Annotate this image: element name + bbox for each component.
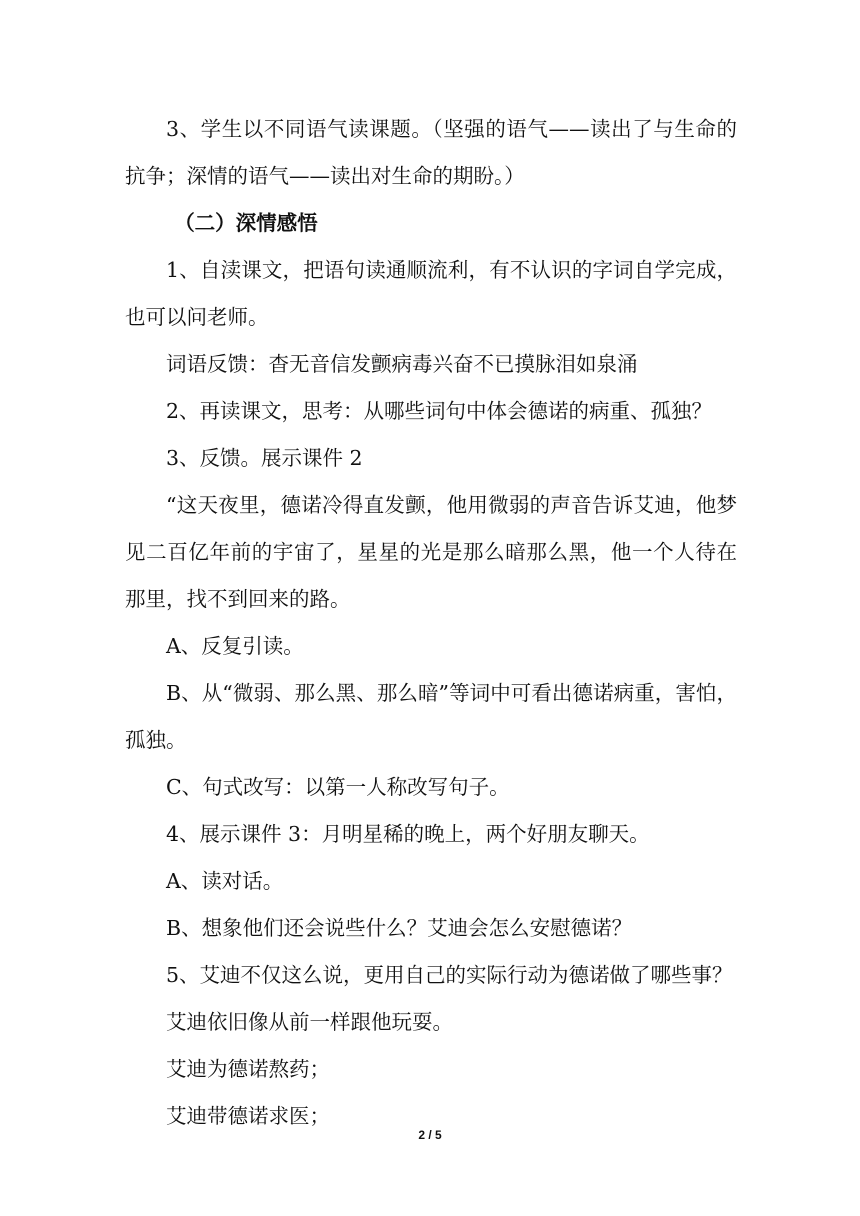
paragraph-vocabulary: 词语反馈：杳无音信发颤病毒兴奋不已摸脉泪如泉涌 [166,352,638,376]
list-item-b-imagine: B、想象他们还会说些什么？艾迪会怎么安慰德诺？ [166,916,633,940]
body-text [125,106,737,1140]
page-number: 2 / 5 [418,1128,442,1142]
paragraph-action-play: 艾迪依旧像从前一样跟他玩耍。 [166,1010,453,1034]
paragraph-quote: “这天夜里，德诺冷得直发颤，他用微弱的声音告诉艾迪，他梦见二百亿年前的宇宙了，星星的光是那么暗那么黑，他一个人待在那里，找不到回来的路。 [125,493,737,611]
paragraph-actions-question: 5、艾迪不仅这么说，更用自己的实际行动为德诺做了哪些事？ [166,963,733,987]
paragraph-courseware-3: 4、展示课件 3：月明星稀的晚上，两个好朋友聊天。 [166,822,650,846]
list-item-a-dialogue: A、读对话。 [166,869,284,893]
list-item-a: A、反复引读。 [166,634,304,658]
paragraph-reread: 2、再读课文，思考：从哪些词句中体会德诺的病重、孤独？ [166,399,713,423]
list-item-b: B、从“微弱、那么黑、那么暗”等词中可看出德诺病重，害怕，孤独。 [125,681,737,752]
paragraph-action-doctor: 艾迪带德诺求医； [166,1104,330,1128]
paragraph-feedback: 3、反馈。展示课件 2 [166,446,363,470]
list-item-c: C、句式改写：以第一人称改写句子。 [166,775,510,799]
paragraph-self-read: 1、自渎课文，把语句读通顺流利，有不认识的字词自学完成，也可以问老师。 [125,258,737,329]
paragraph-action-medicine: 艾迪为德诺熬药； [166,1057,330,1081]
paragraph-title-reading: 3、学生以不同语气读课题。（坚强的语气——读出了与生命的抗争；深情的语气——读出对生命的期盼。） [125,117,737,188]
section-heading: （二）深情感悟 [174,211,318,235]
